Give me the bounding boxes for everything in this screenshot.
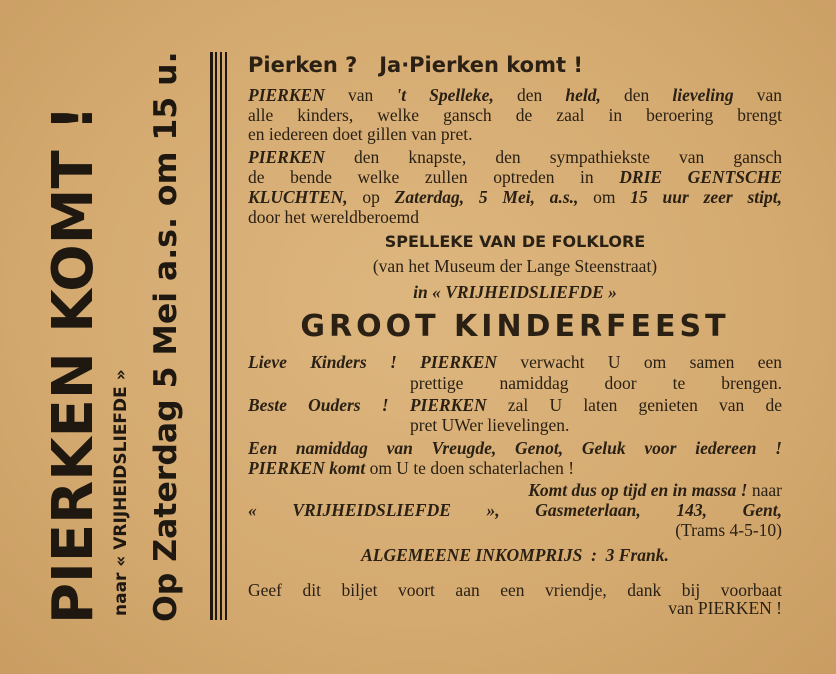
text-segment: zal U laten genieten van de — [507, 395, 783, 415]
paragraph-line — [248, 85, 782, 105]
paragraph-line — [248, 167, 782, 187]
text-segment: PIERKEN komt — [248, 458, 366, 478]
text-segment: den — [623, 85, 673, 105]
text-segment: om U te doen schaterlachen ! — [365, 458, 575, 478]
paragraph-line — [248, 187, 782, 207]
text-segment: 15 uur zeer stipt, — [630, 187, 782, 207]
paragraph-line — [248, 147, 782, 167]
paragraph-line — [248, 124, 782, 144]
text-segment: Een namiddag van Vreugde, Genot, Geluk voor iedereen ! — [248, 438, 782, 458]
museum-line — [248, 256, 782, 276]
text-segment: den — [516, 85, 566, 105]
side-headline: PIERKEN KOMT ! — [41, 105, 106, 624]
text-segment: « VRIJHEIDSLIEFDE », Gasmeterlaan, 143, Gent, — [248, 500, 782, 520]
text-segment: DRIE GENTSCHE — [619, 167, 782, 187]
text-segment: op — [362, 187, 395, 207]
text-segment: verwacht U om samen een — [520, 352, 782, 372]
text-segment: lieveling — [672, 85, 734, 105]
flyer-title — [248, 52, 782, 78]
text-segment: en iedereen doet gillen van pret. — [248, 124, 473, 144]
text-segment: Beste Ouders ! PIERKEN — [248, 395, 487, 415]
text-segment: held, — [565, 85, 601, 105]
text-segment: KLUCHTEN, — [248, 187, 348, 207]
text-segment: van PIERKEN ! — [668, 598, 782, 618]
text-segment: Lieve Kinders ! PIERKEN — [248, 352, 498, 372]
paragraph-line — [248, 458, 782, 478]
text-segment: van — [347, 85, 397, 105]
side-venue: naar « VRIJHEIDSLIEFDE » — [111, 369, 131, 616]
paragraph-line — [410, 415, 782, 435]
paragraph-line — [248, 480, 782, 500]
text-segment: alle kinders, welke gansch de zaal in beroering brengt — [248, 105, 782, 125]
paragraph-line — [248, 105, 782, 125]
text-segment: om — [593, 187, 631, 207]
venue-line — [248, 282, 782, 302]
price-line — [248, 545, 782, 565]
text-segment: (van het Museum der Lange Steenstraat) — [372, 256, 658, 276]
paragraph-line — [248, 438, 782, 458]
paragraph-line — [248, 395, 782, 415]
paragraph-line — [248, 207, 782, 227]
divider-rule — [220, 52, 222, 620]
divider-rule — [215, 52, 217, 620]
paragraph-line — [410, 373, 782, 393]
divider-rule — [225, 52, 227, 620]
text-segment: SPELLEKE VAN DE FOLKLORE — [384, 232, 646, 251]
text-segment: 't Spelleke, — [396, 85, 494, 105]
troupe-name — [248, 232, 782, 253]
text-segment: Pierken ? Ja·Pierken komt ! — [248, 53, 583, 77]
trams-line — [248, 520, 782, 540]
signature-line — [248, 598, 782, 618]
text-segment: naar — [747, 480, 782, 500]
text-segment: de bende welke zullen optreden in — [248, 167, 620, 187]
text-segment: Komt dus op tijd en in massa ! — [528, 480, 748, 500]
text-segment: ALGEMEENE INKOMPRIJS : 3 Frank. — [361, 545, 669, 565]
divider-rule — [210, 52, 213, 620]
closing-line — [248, 580, 782, 600]
text-segment: Geef dit biljet voort aan een vriendje, dank bij voorbaat — [248, 580, 782, 600]
paragraph-line — [248, 352, 782, 372]
text-segment: door het wereldberoemd — [248, 207, 420, 227]
text-segment: GROOT KINDERFEEST — [300, 309, 730, 344]
text-segment: pret UWer lievelingen. — [410, 415, 570, 435]
address-line — [248, 500, 782, 520]
text-segment: den knapste, den sympathiekste van gansch — [353, 147, 782, 167]
text-segment: PIERKEN — [248, 147, 325, 167]
side-date: Op Zaterdag 5 Mei a.s. om 15 u. — [148, 51, 184, 622]
text-segment: (Trams 4-5-10) — [675, 520, 782, 540]
text-segment: PIERKEN — [248, 85, 325, 105]
text-segment: prettige namiddag door te brengen. — [410, 373, 782, 393]
text-segment: in « VRIJHEIDSLIEFDE » — [413, 282, 617, 302]
text-segment: Zaterdag, 5 Mei, a.s., — [394, 187, 579, 207]
event-title — [248, 308, 782, 346]
text-segment: van — [756, 85, 782, 105]
